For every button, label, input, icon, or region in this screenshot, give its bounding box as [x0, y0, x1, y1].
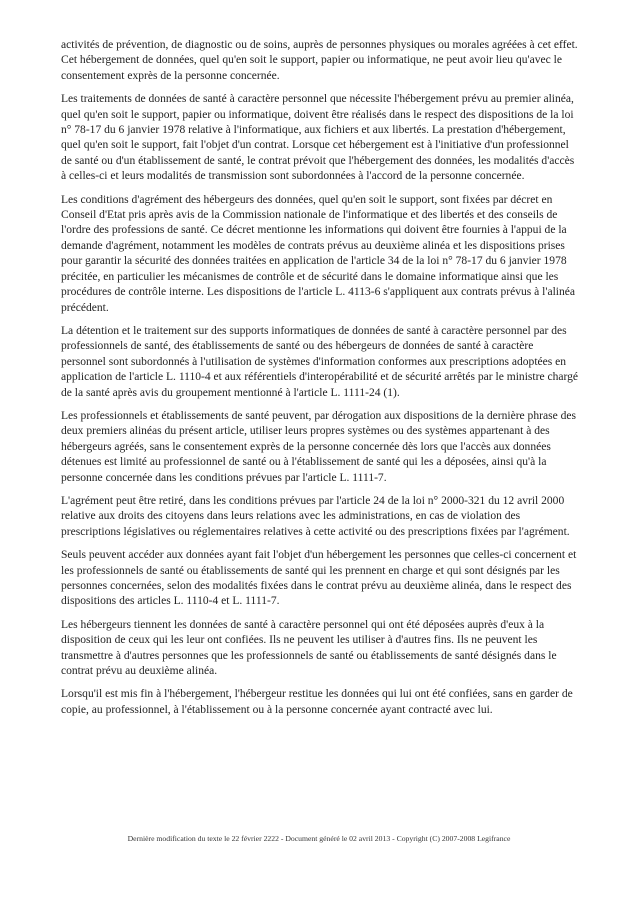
document-body: [61, 38, 581, 726]
paragraph-3: Les conditions d'agrément des hébergeurs des données, quel qu'en soit le support, sont fixées par décret en Conseil d'Etat pris après avis de la Commission nationale de l'informatique et des libertés et des conseils de l'ordre des professions de santé. Ce décret mentionne les informations qui doivent être fournies à l'appui de la demande d'agrément, notamment les modèles de contrats prévus au deuxième alinéa et les dispositions prises pour garantir la sécurité des données traitées en application de l'article 34 de la loi n° 78-17 du 6 janvier 1978 précitée, en particulier les mécanismes de contrôle et de sécurité dans le domaine informatique ainsi que les procédures de contrôle interne. Les dispositions de l'article L. 4113-6 s'appliquent aux contrats prévus à l'alinéa précédent.: [61, 193, 576, 314]
paragraph-5: Les professionnels et établissements de santé peuvent, par dérogation aux dispositions de la dernière phrase des deux premiers alinéas du présent article, utiliser leurs propres systèmes ou des systèmes appartenant à des hébergeurs agréés, sans le consentement exprès de la personne concernée dès lors que l'accès aux données détenues est limité au professionnel de santé ou à l'établissement de santé qui les a déposées, ainsi qu'à la personne concernée dans les conditions prévues par l'article L. 1111-7.: [61, 409, 576, 484]
paragraph-7: Seuls peuvent accéder aux données ayant fait l'objet d'un hébergement les personnes que celles-ci concernent et les professionnels de santé ou établissements de santé qui les prennent en charge et qui sont désignés par les personnes concernées, selon des modalités fixées dans le contrat prévu au deuxième alinéa, dans le respect des dispositions des articles L. 1110-4 et L. 1111-7.: [61, 549, 577, 608]
paragraph-4: La détention et le traitement sur des supports informatiques de données de santé à caractère personnel par des professionnels de santé, des établissements de santé ou des hébergeurs de données de santé à caractère personnel sont subordonnés à l'utilisation de systèmes d'information conformes aux prescriptions adoptées en application de l'article L. 1110-4 et aux référentiels d'interopérabilité et de sécurité arrêtés par le ministre chargé de la santé après avis du groupement mentionné à l'article L. 1111-24 (1).: [61, 324, 579, 399]
paragraph-1: activités de prévention, de diagnostic ou de soins, auprès de personnes physiques ou morales agréées à cet effet. Cet hébergement de données, quel qu'en soit le support, papier ou informatique, ne peut avoir lieu qu'avec le consentement exprès de la personne concernée.: [61, 39, 578, 82]
paragraph-8: Les hébergeurs tiennent les données de santé à caractère personnel qui ont été déposées auprès d'eux à la disposition de ceux qui les leur ont confiées. Ils ne peuvent les utiliser à d'autres fins. Ils ne peuvent les transmettre à d'autres personnes que les professionnels de santé ou établissements de santé désignés dans le contrat prévu au deuxième alinéa.: [61, 618, 557, 678]
paragraph-2: Les traitements de données de santé à caractère personnel que nécessite l'hébergement prévu au premier alinéa, quel qu'en soit le support, papier ou informatique, doivent être réalisés dans le respect des dispositions de la loi n° 78-17 du 6 janvier 1978 relative à l'informatique, aux fichiers et aux libertés. La prestation d'hébergement, quel qu'en soit le support, fait l'objet d'un contrat. Lorsque cet hébergement est à l'initiative d'un professionnel de santé ou d'un établissement de santé, le contrat prévoit que l'hébergement des données, les modalités d'accès à celles-ci et leurs modalités de transmission sont subordonnées à l'accord de la personne concernée.: [61, 93, 575, 183]
page-footer: Dernière modification du texte le 22 février 2222 - Document généré le 02 avril 2013 - Copyright (C) 2007-2008 Legifrance: [127, 834, 511, 843]
paragraph-9: Lorsqu'il est mis fin à l'hébergement, l'hébergeur restitue les données qui lui ont été confiées, sans en garder de copie, au professionnel, à l'établissement ou à la personne concernée ayant contracté avec lui.: [61, 688, 573, 716]
paragraph-6: L'agrément peut être retiré, dans les conditions prévues par l'article 24 de la loi n° 2000-321 du 12 avril 2000 relative aux droits des citoyens dans leurs relations avec les administrations, en cas de violation des prescriptions législatives ou réglementaires relatives à cette activité ou des prescriptions fixées par l'agrément.: [61, 494, 570, 538]
